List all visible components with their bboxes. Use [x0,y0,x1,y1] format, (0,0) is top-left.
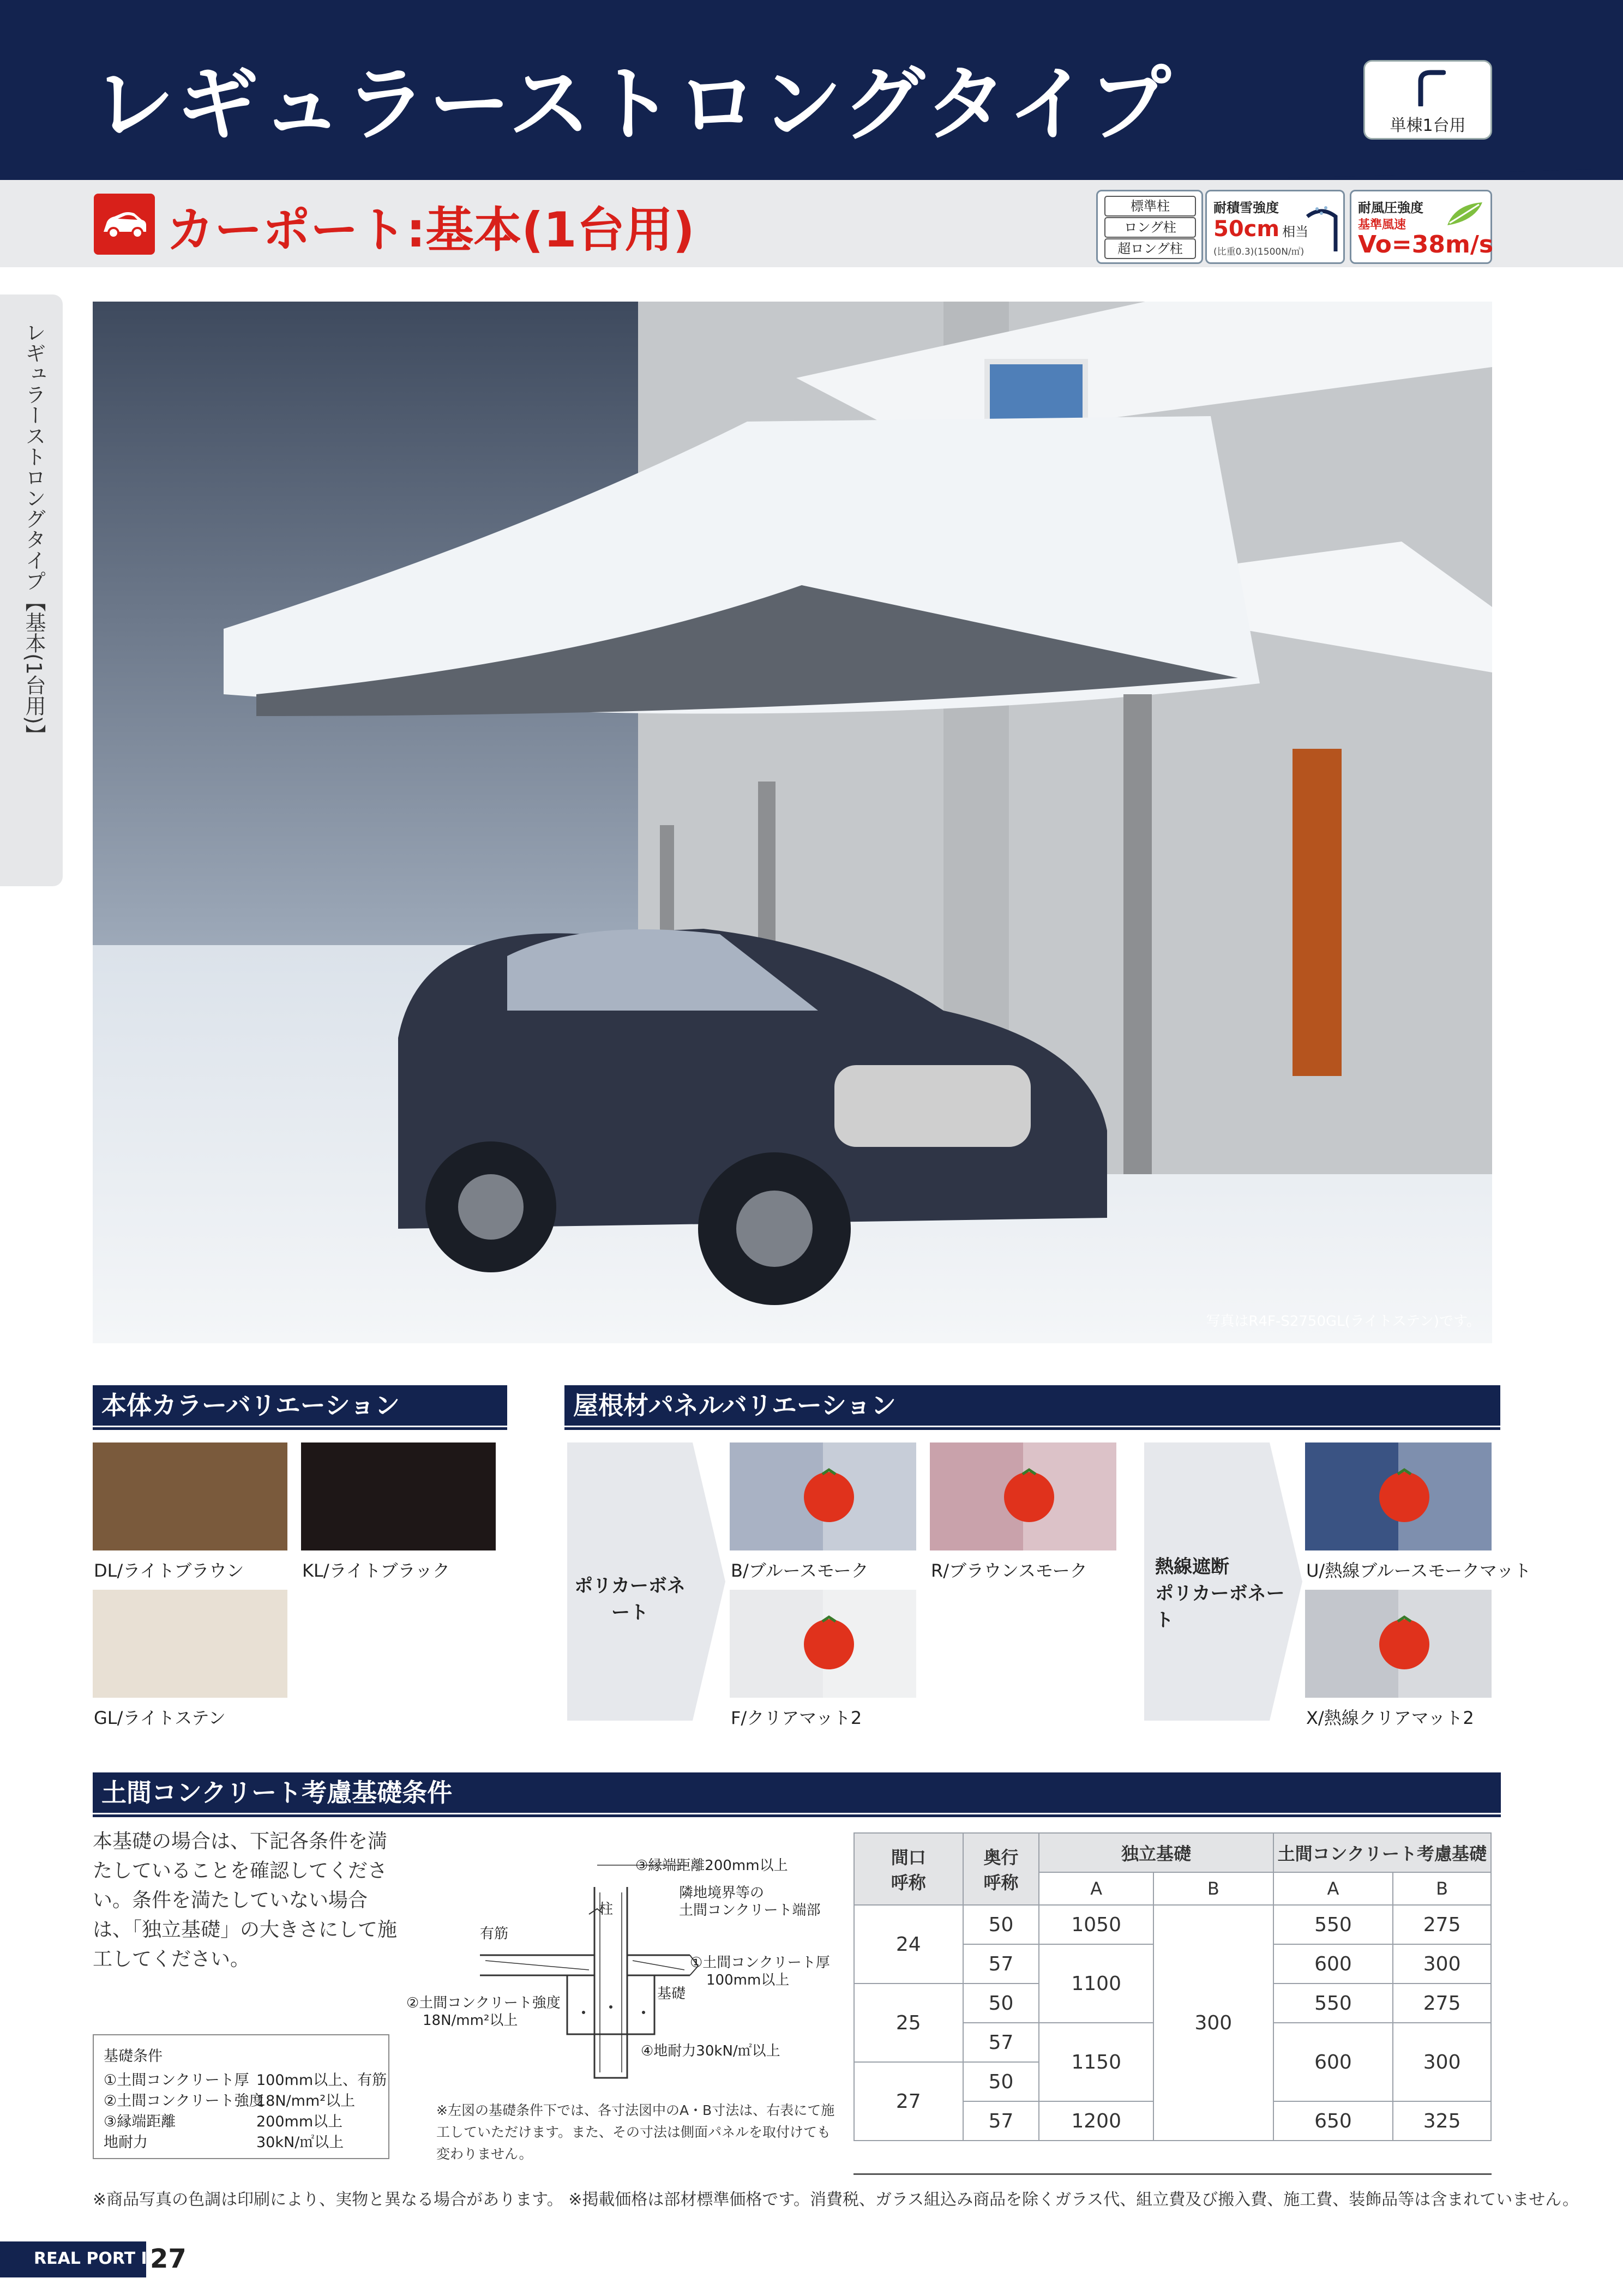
diagram-label-strength: ②土間コンクリート強度 [406,1995,561,2011]
panel-r-label: R/ブラウンスモーク [931,1560,1087,1581]
footnote: ※商品写真の色調は印刷により、実物と異なる場合があります。 ※掲載価格は部材標準価格です。消費税、ガラス組込み商品を除くガラス代、組立費及び搬入費、施工費、装飾品等は含まれていません。 [93,2190,1579,2209]
cell-b2: 300 [1393,1944,1491,1984]
post-type-box [1096,190,1203,264]
swatch-gl [93,1590,287,1698]
footer-brand: REAL PORT Ⅳ [34,2249,159,2268]
panel-x-label: X/熱線クリアマット2 [1306,1708,1474,1728]
post-type-extra-long: 超ロング柱 [1104,238,1196,259]
swatch-dl [93,1442,287,1550]
swatch-kl [301,1442,496,1550]
panel-variation-header: 屋根材パネルバリエーション [564,1385,1500,1426]
condition-key: ②土間コンクリート強度 [104,2093,264,2109]
panel-x [1305,1590,1492,1698]
snow-load-label: 耐積雪強度 [1213,200,1279,215]
car-icon [94,194,155,255]
cell-b2: 275 [1393,1984,1491,2023]
condition-value: 100mm以上、有筋 [256,2072,387,2089]
cell-a1: 1200 [1039,2101,1153,2141]
foundation-header: 土間コンクリート考慮基礎条件 [93,1772,1501,1813]
cell-okuyuki: 50 [963,1984,1039,2023]
swatch-dl-label: DL/ライトブラウン [94,1560,244,1581]
cell-a1: 1150 [1039,2023,1153,2101]
diagram-label-boundary: 土間コンクリート端部 [679,1902,821,1919]
polycarbonate-label: ポリカーボネート [574,1575,686,1624]
panel-f [730,1590,916,1698]
conditions-title: 基礎条件 [104,2048,163,2065]
diagram-label-rebar: 有筋 [480,1926,509,1942]
page-title: レギュラーストロングタイプ [93,57,1174,152]
tomato-sample-icon [1305,1590,1492,1698]
section-title: カーポート:基本(1台用) [166,202,695,258]
diagram-label-thickness: ①土間コンクリート厚 [690,1955,830,1971]
cell-okuyuki: 50 [963,1905,1039,1944]
cell-b2: 275 [1393,1905,1491,1944]
tomato-sample-icon [730,1590,916,1698]
diagram-label-pillar: 柱 [599,1901,614,1918]
wind-load-sub: 基準風速 [1358,218,1406,232]
panel-f-label: F/クリアマット2 [731,1708,862,1728]
panel-b [730,1442,916,1550]
unit-badge [1363,60,1492,140]
snow-load-note: (比重0.3)(1500N/㎡) [1213,247,1305,257]
condition-value: 30kN/㎡以上 [256,2134,344,2151]
tomato-sample-icon [730,1442,916,1550]
panel-u [1305,1442,1492,1550]
wind-load-value: Vo=38m/s [1358,231,1494,259]
cell-b2: 300 [1393,2023,1491,2101]
th-b: B [1393,1872,1491,1905]
cell-okuyuki: 57 [963,2101,1039,2141]
condition-key: ①土間コンクリート厚 [104,2072,249,2089]
cell-okuyuki: 57 [963,1944,1039,1984]
tomato-sample-icon [930,1442,1116,1550]
cell-a1: 1100 [1039,1944,1153,2023]
th-a: A [1273,1872,1393,1905]
cell-b2: 325 [1393,2101,1491,2141]
cell-a2: 600 [1273,2023,1393,2101]
cell-a1: 1050 [1039,1905,1153,1944]
diagram-label-edge: ③縁端距離200mm以上 [635,1858,788,1874]
foundation-description: 本基礎の場合は、下記各条件を満たしていることを確認してください。条件を満たしていない場合は、「独立基礎」の大きさにして施工してください。 [93,1830,398,1970]
th-b: B [1153,1872,1273,1905]
divider [853,2173,1492,2175]
cell-maguchi: 25 [854,1984,963,2062]
post-type-standard: 標準柱 [1104,196,1196,217]
table-row [854,1905,1491,1944]
foundation-table [853,1832,1492,2141]
cell-b1: 300 [1153,1905,1273,2141]
unit-badge-label: 単棟1台用 [1390,116,1466,135]
snow-load-value-row [1213,217,1308,242]
th-okuyuki: 奥行 呼称 [963,1833,1039,1905]
diagram-label-bearing: ④地耐力30kN/㎡以上 [641,2043,780,2059]
condition-key: ③縁端距離 [104,2113,176,2130]
snow-roof-icon [1305,203,1338,253]
snow-load-badge [1205,190,1345,264]
diagram-label-thickness: 100mm以上 [706,1972,790,1988]
product-photo [93,302,1492,1343]
snow-load-suffix: 相当 [1282,224,1309,239]
snow-load-value: 50cm [1213,217,1280,242]
cell-maguchi: 27 [854,2062,963,2141]
cell-okuyuki: 50 [963,2062,1039,2101]
swatch-kl-label: KL/ライトブラック [302,1560,450,1581]
heat-polycarbonate-label: 熱線遮断 ポリカーボネート [1155,1556,1285,1631]
cell-a2: 550 [1273,1984,1393,2023]
panel-u-label: U/熱線ブルースモークマット [1306,1560,1531,1581]
cell-okuyuki: 57 [963,2023,1039,2062]
condition-value: 200mm以上 [256,2113,343,2130]
th-slab: 土間コンクリート考慮基礎 [1273,1833,1491,1872]
condition-value: 18N/mm²以上 [256,2093,356,2109]
swatch-gl-label: GL/ライトステン [94,1708,226,1728]
th-independent: 独立基礎 [1039,1833,1273,1872]
carport-roof-icon [1413,68,1446,106]
diagram-note: ※左図の基礎条件下では、各寸法図中のA・B寸法は、右表にて施工していただけます。また、その寸法は側面パネルを取付けても変わりません。 [436,2102,835,2162]
leaf-icon [1444,199,1486,230]
th-a: A [1039,1872,1153,1905]
wind-load-badge [1350,190,1492,264]
photo-caption: 写真はR4F-S2750GL(ライトステン)です。 [1206,1313,1481,1330]
diagram-label-boundary: 隣地境界等の [679,1885,765,1901]
th-maguchi: 間口 呼称 [854,1833,963,1905]
cell-a2: 600 [1273,1944,1393,1984]
cell-a2: 650 [1273,2101,1393,2141]
panel-b-label: B/ブルースモーク [731,1560,869,1581]
side-tab-label: レギュラーストロングタイプ【基本(1台用)】 [22,322,46,745]
tomato-sample-icon [1305,1442,1492,1550]
cell-a2: 550 [1273,1905,1393,1944]
color-variation-header: 本体カラーバリエーション [93,1385,507,1426]
diagram-label-strength: 18N/mm²以上 [423,2012,518,2029]
panel-r [930,1442,1116,1550]
cell-maguchi: 24 [854,1905,963,1984]
diagram-label-base: 基礎 [657,1986,686,2002]
post-type-long: ロング柱 [1104,217,1196,238]
condition-key: 地耐力 [104,2134,148,2151]
wind-load-label: 耐風圧強度 [1358,200,1423,215]
page-number: 27 [150,2244,187,2274]
